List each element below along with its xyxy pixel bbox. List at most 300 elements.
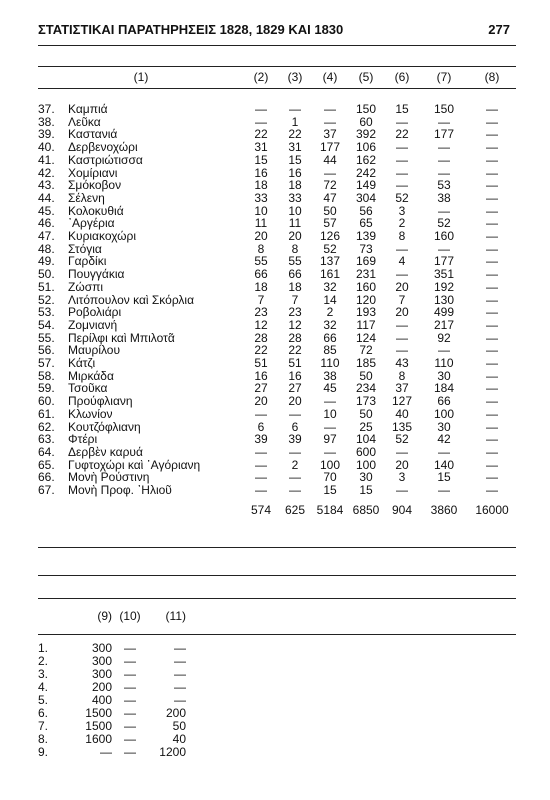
spacer-row: [38, 89, 516, 103]
value-cell: —: [255, 470, 267, 485]
value-cell: 16: [288, 368, 302, 383]
value-cell: 15: [359, 483, 373, 498]
value-cell: —: [486, 279, 498, 294]
total-cell: 16000: [475, 502, 509, 517]
value-cell: 65: [359, 216, 373, 231]
value-cell: 300: [91, 654, 112, 668]
column-header: (2): [253, 70, 269, 84]
value-cell: —: [396, 343, 408, 358]
value-cell: 6: [291, 419, 299, 434]
value-cell: —: [486, 419, 498, 434]
column-header: (4): [322, 70, 338, 84]
value-cell: —: [174, 680, 186, 694]
value-cell: 2: [291, 457, 299, 472]
value-cell: 52: [437, 216, 451, 231]
total-cell: 5184: [316, 502, 344, 517]
value-cell: 11: [254, 216, 268, 231]
table2-header-row: [38, 606, 186, 642]
value-cell: 18: [254, 178, 268, 193]
value-cell: 23: [288, 305, 302, 320]
value-cell: 7: [398, 292, 406, 307]
table-row: [38, 141, 516, 154]
value-cell: 7: [291, 292, 299, 307]
value-cell: 4: [398, 254, 406, 269]
value-cell: 92: [437, 330, 451, 345]
value-cell: —: [324, 394, 336, 409]
row-number: 65.: [38, 457, 55, 472]
value-cell: 6: [257, 419, 265, 434]
value-cell: —: [486, 394, 498, 409]
table1-bottom-rule: [38, 575, 516, 576]
place-name: Λεῦκα: [68, 114, 101, 129]
row-number: 58.: [38, 368, 55, 383]
value-cell: 22: [254, 343, 268, 358]
value-cell: —: [289, 102, 301, 116]
value-cell: —: [289, 483, 301, 498]
value-cell: 28: [288, 330, 302, 345]
place-name: Κυριακοχώρι: [68, 229, 137, 244]
place-name: Γυφτοχώρι καὶ ᾿Αγόριανη: [68, 457, 201, 472]
row-number: 40.: [38, 140, 55, 155]
table-row: [38, 357, 516, 370]
value-cell: —: [486, 165, 498, 180]
value-cell: —: [396, 152, 408, 167]
value-cell: 192: [433, 279, 455, 294]
value-cell: 1200: [159, 745, 186, 759]
column-header: (5): [358, 70, 374, 84]
value-cell: 53: [437, 178, 451, 193]
row-number: 51.: [38, 279, 55, 294]
value-cell: —: [396, 483, 408, 498]
value-cell: 55: [254, 254, 268, 269]
value-cell: 66: [323, 330, 337, 345]
value-cell: 242: [355, 165, 377, 180]
table-row: [38, 746, 186, 759]
table-row: [38, 720, 186, 733]
table-row: [38, 681, 186, 694]
row-number: 8.: [38, 732, 49, 746]
row-number: 47.: [38, 229, 55, 244]
value-cell: —: [174, 693, 186, 707]
value-cell: —: [486, 102, 498, 116]
row-number: 48.: [38, 241, 55, 256]
value-cell: 37: [323, 127, 337, 142]
value-cell: —: [486, 381, 498, 396]
page-number: 277: [488, 22, 510, 37]
value-cell: 40: [395, 406, 409, 421]
place-name: Κάτζι: [68, 356, 96, 371]
table-row: [38, 446, 516, 459]
value-cell: 200: [165, 706, 186, 720]
value-cell: —: [486, 457, 498, 472]
place-name: Λιτόπουλον καὶ Σκόρλια: [68, 292, 195, 307]
value-cell: 40: [172, 732, 186, 746]
table-row: [38, 655, 186, 668]
place-name: Προύφλιανη: [68, 394, 133, 409]
value-cell: —: [438, 343, 450, 358]
place-name: Μαυρίλου: [68, 343, 121, 358]
table-row: [38, 154, 516, 167]
row-number: 42.: [38, 165, 55, 180]
value-cell: 11: [288, 216, 302, 231]
row-number: 37.: [38, 102, 55, 116]
value-cell: 135: [391, 419, 413, 434]
value-cell: 50: [323, 203, 337, 218]
value-cell: 126: [319, 229, 341, 244]
value-cell: 300: [91, 641, 112, 655]
table-row: [38, 230, 516, 243]
value-cell: 20: [254, 394, 268, 409]
value-cell: 2: [398, 216, 406, 231]
table-row: [38, 642, 186, 655]
value-cell: 18: [288, 279, 302, 294]
table-row: [38, 408, 516, 421]
value-cell: 55: [288, 254, 302, 269]
value-cell: 10: [254, 203, 268, 218]
value-cell: 22: [254, 127, 268, 142]
row-number: 54.: [38, 317, 55, 332]
row-number: 5.: [38, 693, 49, 707]
value-cell: 31: [254, 140, 268, 155]
value-cell: —: [396, 241, 408, 256]
row-number: 43.: [38, 178, 55, 193]
value-cell: 12: [254, 317, 268, 332]
value-cell: 8: [291, 241, 299, 256]
place-name: ᾿Αργέρια: [68, 216, 115, 231]
value-cell: —: [324, 102, 336, 116]
place-name: Στόγια: [68, 241, 102, 256]
totals-row: [38, 497, 516, 521]
value-cell: 15: [437, 470, 451, 485]
page-header: [38, 22, 510, 44]
table-row: [38, 707, 186, 720]
place-name: Φτέρι: [68, 432, 98, 447]
value-cell: —: [486, 368, 498, 383]
value-cell: 45: [323, 381, 337, 396]
value-cell: 30: [437, 368, 451, 383]
value-cell: 15: [254, 152, 268, 167]
row-number: 49.: [38, 254, 55, 269]
value-cell: 300: [91, 667, 112, 681]
value-cell: —: [438, 241, 450, 256]
value-cell: 117: [356, 317, 376, 332]
supplementary-table: [38, 606, 186, 759]
row-number: 59.: [38, 381, 55, 396]
value-cell: 100: [433, 406, 455, 421]
row-number: 61.: [38, 406, 55, 421]
value-cell: 25: [359, 419, 373, 434]
value-cell: —: [124, 667, 136, 681]
value-cell: —: [396, 444, 408, 459]
value-cell: —: [124, 745, 136, 759]
value-cell: —: [396, 114, 408, 129]
table-row: [38, 668, 186, 681]
value-cell: 16: [254, 368, 268, 383]
column-header: (8): [484, 70, 500, 84]
table-row: [38, 192, 516, 205]
value-cell: —: [438, 165, 450, 180]
value-cell: —: [174, 654, 186, 668]
section-separator-rule: [38, 598, 516, 599]
value-cell: —: [124, 732, 136, 746]
value-cell: —: [174, 641, 186, 655]
value-cell: —: [486, 292, 498, 307]
value-cell: —: [124, 719, 136, 733]
value-cell: 85: [323, 343, 337, 358]
value-cell: 130: [433, 292, 455, 307]
place-name: Χομίριανι: [68, 165, 118, 180]
value-cell: 57: [323, 216, 337, 231]
value-cell: 173: [355, 394, 377, 409]
value-cell: 44: [323, 152, 337, 167]
value-cell: —: [486, 267, 498, 282]
place-name: Μονὴ Προφ. ᾿Ηλιοῦ: [68, 483, 172, 498]
value-cell: 392: [355, 127, 377, 142]
value-cell: 20: [288, 229, 302, 244]
value-cell: 60: [359, 114, 373, 129]
value-cell: 150: [433, 102, 455, 116]
value-cell: 51: [288, 356, 302, 371]
value-cell: —: [486, 190, 498, 205]
row-number: 38.: [38, 114, 55, 129]
row-number: 63.: [38, 432, 55, 447]
place-name: Γαρδίκι: [68, 254, 107, 269]
value-cell: —: [486, 241, 498, 256]
column-header: (9): [97, 609, 112, 623]
value-cell: 12: [288, 317, 302, 332]
value-cell: 22: [288, 343, 302, 358]
value-cell: 351: [433, 267, 455, 282]
value-cell: —: [124, 706, 136, 720]
row-number: 60.: [38, 394, 55, 409]
value-cell: 15: [395, 102, 409, 116]
value-cell: 66: [437, 394, 451, 409]
place-name: Περίλφι καὶ Μπιλοτᾶ: [68, 330, 175, 345]
place-name: Τσοῦκα: [68, 381, 108, 396]
row-number: 62.: [38, 419, 55, 434]
row-number: 50.: [38, 267, 55, 282]
row-number: 45.: [38, 203, 55, 218]
value-cell: 100: [319, 457, 341, 472]
value-cell: 51: [254, 356, 268, 371]
row-number: 52.: [38, 292, 55, 307]
value-cell: 177: [433, 127, 455, 142]
column-header: (10): [119, 609, 141, 623]
value-cell: —: [486, 356, 498, 371]
value-cell: 22: [288, 127, 302, 142]
row-number: 6.: [38, 706, 49, 720]
statistics-table: [38, 68, 516, 521]
value-cell: —: [396, 165, 408, 180]
value-cell: —: [324, 419, 336, 434]
value-cell: 110: [320, 356, 340, 371]
value-cell: 110: [434, 356, 454, 371]
value-cell: —: [486, 406, 498, 421]
value-cell: 139: [355, 229, 377, 244]
value-cell: 22: [395, 127, 409, 142]
value-cell: —: [438, 140, 450, 155]
value-cell: 38: [323, 368, 337, 383]
value-cell: 72: [359, 343, 373, 358]
value-cell: —: [124, 680, 136, 694]
row-number: 46.: [38, 216, 55, 231]
table-row: [38, 281, 516, 294]
row-number: 55.: [38, 330, 55, 345]
value-cell: 304: [355, 190, 377, 205]
value-cell: —: [438, 114, 450, 129]
value-cell: 149: [355, 178, 377, 193]
value-cell: 140: [433, 457, 455, 472]
value-cell: 217: [433, 317, 455, 332]
value-cell: 20: [254, 229, 268, 244]
value-cell: 10: [323, 406, 337, 421]
value-cell: —: [124, 654, 136, 668]
value-cell: —: [255, 483, 267, 498]
row-number: 64.: [38, 444, 55, 459]
value-cell: 193: [355, 305, 377, 320]
place-name: Μιρκάδα: [68, 368, 114, 383]
value-cell: —: [255, 457, 267, 472]
value-cell: 3: [398, 470, 406, 485]
value-cell: 66: [254, 267, 268, 282]
table1-top-rule: [38, 66, 516, 67]
value-cell: 33: [288, 190, 302, 205]
value-cell: —: [255, 114, 267, 129]
value-cell: —: [396, 330, 408, 345]
value-cell: —: [396, 140, 408, 155]
value-cell: 104: [355, 432, 377, 447]
row-number: 57.: [38, 356, 55, 371]
value-cell: —: [486, 127, 498, 142]
value-cell: —: [255, 102, 267, 116]
value-cell: 66: [288, 267, 302, 282]
row-number: 1.: [38, 641, 49, 655]
value-cell: 7: [257, 292, 265, 307]
value-cell: 1: [291, 114, 299, 129]
row-number: 9.: [38, 745, 49, 759]
value-cell: 20: [395, 457, 409, 472]
value-cell: —: [289, 470, 301, 485]
value-cell: —: [438, 152, 450, 167]
value-cell: 120: [355, 292, 377, 307]
table-row: [38, 319, 516, 332]
value-cell: 14: [323, 292, 337, 307]
row-number: 44.: [38, 190, 55, 205]
value-cell: 200: [91, 680, 112, 694]
value-cell: —: [124, 693, 136, 707]
column-header: (6): [394, 70, 410, 84]
table-row: [38, 268, 516, 281]
value-cell: 161: [319, 267, 341, 282]
value-cell: —: [486, 140, 498, 155]
table-row: [38, 694, 186, 707]
row-number: 3.: [38, 667, 49, 681]
row-number: 53.: [38, 305, 55, 320]
value-cell: 18: [288, 178, 302, 193]
value-cell: 124: [355, 330, 377, 345]
value-cell: 52: [323, 241, 337, 256]
value-cell: 52: [395, 432, 409, 447]
value-cell: 234: [355, 381, 377, 396]
value-cell: —: [486, 483, 498, 498]
value-cell: 18: [254, 279, 268, 294]
place-name: Σμόκοβον: [68, 178, 122, 193]
table1-header-row: [38, 68, 516, 89]
place-name: Κουτζόφλιανη: [68, 419, 141, 434]
value-cell: —: [486, 444, 498, 459]
value-cell: —: [324, 165, 336, 180]
row-number: 7.: [38, 719, 49, 733]
value-cell: —: [396, 178, 408, 193]
value-cell: 20: [288, 394, 302, 409]
place-name: Πουγγάκια: [68, 267, 125, 282]
value-cell: 97: [323, 432, 337, 447]
table1-body-rule: [38, 547, 516, 548]
total-cell: 6850: [352, 502, 380, 517]
place-name: Καστανιά: [68, 127, 118, 142]
value-cell: 32: [323, 279, 337, 294]
value-cell: 50: [359, 406, 373, 421]
value-cell: 106: [355, 140, 377, 155]
value-cell: 1500: [85, 706, 112, 720]
place-name: Δερβενοχώρι: [68, 140, 138, 155]
place-name: Ζομνιανή: [68, 317, 118, 332]
value-cell: 400: [91, 693, 112, 707]
value-cell: —: [486, 317, 498, 332]
value-cell: —: [100, 745, 112, 759]
value-cell: —: [486, 152, 498, 167]
row-number: 56.: [38, 343, 55, 358]
value-cell: 33: [254, 190, 268, 205]
value-cell: 42: [437, 432, 451, 447]
place-name: Καστριώτισσα: [68, 152, 143, 167]
value-cell: —: [486, 305, 498, 320]
value-cell: 39: [254, 432, 268, 447]
row-number: 67.: [38, 483, 55, 498]
value-cell: 50: [172, 719, 186, 733]
value-cell: 15: [323, 483, 337, 498]
value-cell: 100: [355, 457, 377, 472]
value-cell: 39: [288, 432, 302, 447]
value-cell: 52: [395, 190, 409, 205]
value-cell: 600: [355, 444, 377, 459]
value-cell: 185: [355, 356, 377, 371]
value-cell: 127: [391, 394, 413, 409]
place-name: Κλωνίον: [68, 406, 113, 421]
value-cell: —: [438, 483, 450, 498]
value-cell: 20: [395, 279, 409, 294]
value-cell: —: [486, 178, 498, 193]
value-cell: —: [486, 343, 498, 358]
place-name: Ζώσπι: [68, 279, 104, 294]
value-cell: 16: [288, 165, 302, 180]
value-cell: 184: [433, 381, 455, 396]
value-cell: 20: [395, 305, 409, 320]
value-cell: 30: [437, 419, 451, 434]
place-name: Καμπιά: [68, 102, 108, 116]
row-number: 39.: [38, 127, 55, 142]
value-cell: 1600: [85, 732, 112, 746]
place-name: Δερβὲν καρυά: [68, 444, 143, 459]
value-cell: 30: [359, 470, 373, 485]
value-cell: 8: [398, 229, 406, 244]
value-cell: 47: [323, 190, 337, 205]
value-cell: —: [174, 667, 186, 681]
value-cell: 137: [319, 254, 341, 269]
value-cell: 177: [433, 254, 455, 269]
value-cell: —: [289, 406, 301, 421]
value-cell: 43: [395, 356, 409, 371]
